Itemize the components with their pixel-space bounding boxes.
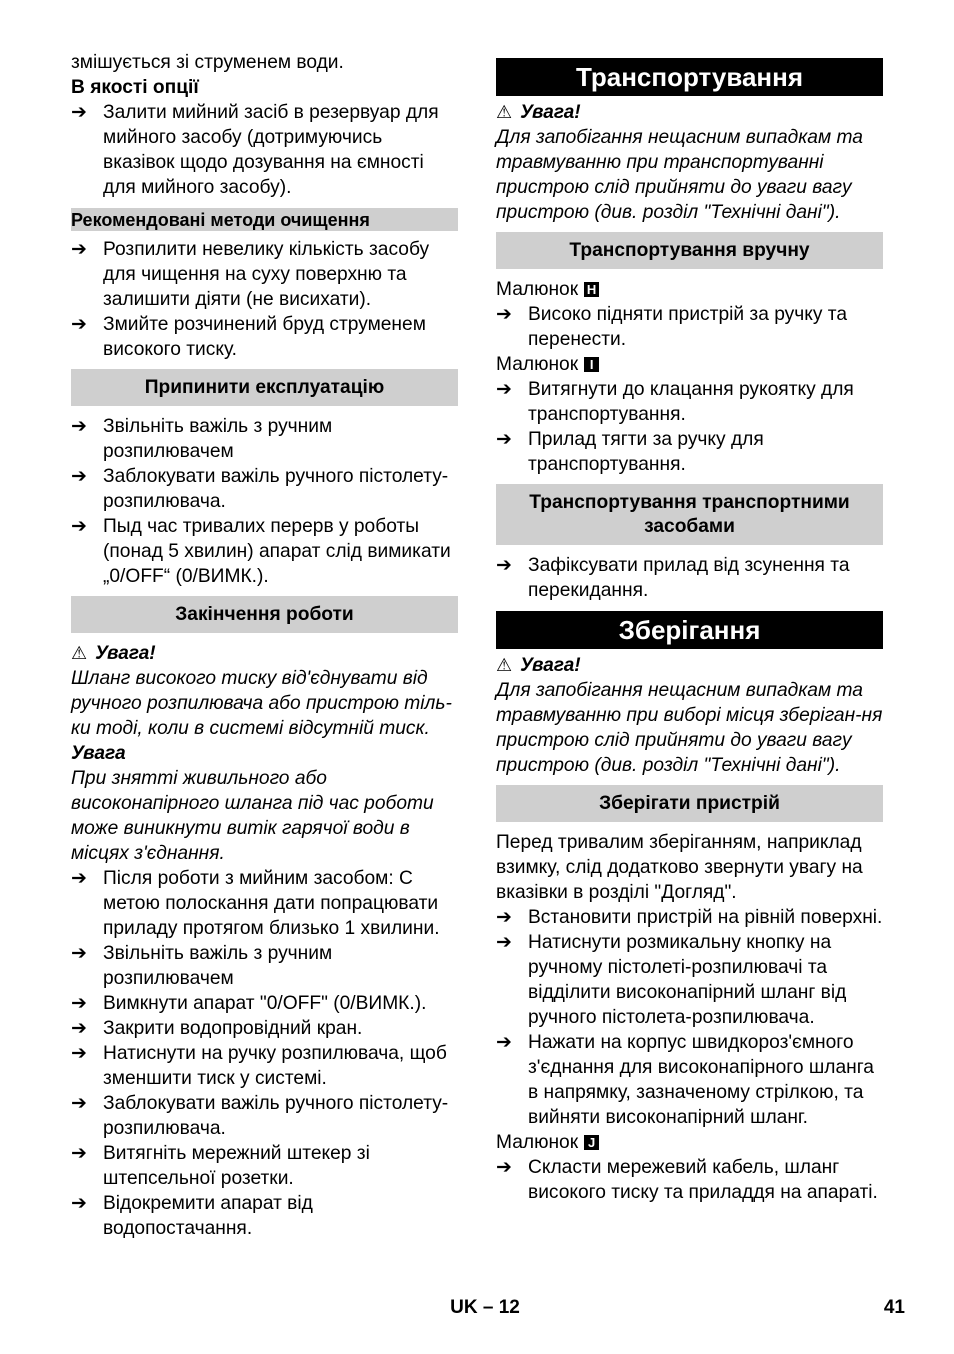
store-heading: Зберігати пристрій — [496, 785, 883, 822]
arrow-right-icon: ➔ — [496, 429, 512, 450]
instruction-step-text: Заблокувати важіль ручного пістолету-розпилювача. — [103, 466, 449, 512]
instruction-step-text: Звільніть важіль з ручним розпилювачем — [103, 416, 333, 462]
instruction-step-text: Прилад тягти за ручку для транспортування. — [528, 429, 764, 475]
left-column — [71, 50, 458, 1241]
instruction-step — [71, 941, 458, 991]
arrow-right-icon: ➔ — [496, 1157, 512, 1178]
instruction-step-text: Нажати на корпус швидкороз'ємного з'єднання для високонапірного шланга в напрямку, зазначеному стрілкою, та вийняти високонапірний шланг. — [528, 1032, 874, 1128]
instruction-step — [496, 905, 883, 930]
footer-page-number: 41 — [883, 1297, 905, 1318]
methods-steps — [71, 237, 458, 362]
transport-warning-title: Увага! — [520, 102, 581, 123]
instruction-step — [496, 377, 883, 427]
instruction-step — [71, 866, 458, 941]
arrow-right-icon: ➔ — [71, 1018, 87, 1039]
methods-heading: Рекомендовані методи очищення — [71, 208, 458, 231]
instruction-step-text: Змийте розчинений бруд струменем високого тиску. — [103, 314, 426, 360]
figure-i-ref — [496, 352, 883, 377]
vehicle-heading: Транспортування транспортними засобами — [496, 484, 883, 545]
arrow-right-icon: ➔ — [496, 907, 512, 928]
instruction-step — [496, 302, 883, 352]
instruction-step-text: Вимкнути апарат "0/OFF" (0/ВИМК.). — [103, 993, 427, 1014]
figure-label: Малюнок — [496, 1132, 579, 1153]
instruction-step — [71, 237, 458, 312]
arrow-right-icon: ➔ — [496, 555, 512, 576]
transport-warning-text: Для запобігання нещасним випадкам та травмуванню при транспортуванні пристрою слід прийняти до уваги вагу пристрою (див. розділ "Технічні дані"). — [496, 127, 863, 223]
instruction-step-text: Заблокувати важіль ручного пістолету-розпилювача. — [103, 1093, 449, 1139]
storage-warning-title: Увага! — [520, 655, 581, 676]
end-caution-text: При знятті живильного або високонапірного шланга під час роботи може виникнути витік гарячої води в місцях з'єднання. — [71, 768, 434, 864]
arrow-right-icon: ➔ — [71, 516, 87, 537]
instruction-step-text: Після роботи з мийним засобом: С метою полоскання дати попрацювати приладу протягом близько 1 хвилини. — [103, 868, 440, 939]
instruction-step-text: Встановити пристрій на рівній поверхні. — [528, 907, 883, 928]
instruction-step — [71, 1016, 458, 1041]
instruction-step-text: Натиснути розмикальну кнопку на ручному пістолеті-розпилювачі та відділити високонапірний шланг від ручного пістолета-розпилювача. — [528, 932, 847, 1028]
figure-label: Малюнок — [496, 279, 579, 300]
instruction-step — [71, 1091, 458, 1141]
arrow-right-icon: ➔ — [496, 932, 512, 953]
storage-warning-text: Для запобігання нещасним випадкам та травмуванню при виборі місця зберіган-ня пристрою слід прийняти до уваги вагу пристрою (див. розділ "Технічні дані"). — [496, 680, 883, 776]
instruction-step-text: Закрити водопровідний кран. — [103, 1018, 363, 1039]
instruction-step-text: Залити мийний засіб в резервуар для мийного засобу (дотримуючись вказівок щодо дозування на ємності для мийного засобу). — [103, 102, 439, 198]
instruction-step-text: Відокремити апарат від водопостачання. — [103, 1193, 313, 1239]
instruction-step — [496, 1030, 883, 1130]
option-steps — [71, 100, 458, 200]
arrow-right-icon: ➔ — [71, 239, 87, 260]
manual-steps-i — [496, 377, 883, 477]
end-warning-title-row — [71, 641, 458, 666]
arrow-right-icon: ➔ — [71, 943, 87, 964]
arrow-right-icon: ➔ — [71, 1043, 87, 1064]
figure-h-badge: H — [584, 282, 599, 297]
end-warning-title: Увага! — [95, 643, 156, 664]
instruction-step-text: Розпилити невелику кількість засобу для чищення на суху поверхню та залишити діяти (не висихати). — [103, 239, 430, 310]
end-caution-title: Увага — [71, 743, 126, 764]
storage-warning-title-row — [496, 653, 883, 678]
arrow-right-icon: ➔ — [71, 416, 87, 437]
instruction-step — [71, 414, 458, 464]
instruction-step-text: Зафіксувати прилад від зсунення та перекидання. — [528, 555, 850, 601]
store-steps — [496, 905, 883, 1130]
figure-i-badge: I — [584, 357, 599, 372]
warning-icon: ⚠ — [71, 643, 88, 663]
instruction-step — [71, 1041, 458, 1091]
instruction-step — [496, 1155, 883, 1205]
transport-title: Транспортування — [496, 58, 883, 96]
manual-steps-h — [496, 302, 883, 352]
stop-steps — [71, 414, 458, 589]
figure-j-ref — [496, 1130, 883, 1155]
instruction-step-text: Звільніть важіль з ручним розпилювачем — [103, 943, 333, 989]
instruction-step — [71, 1191, 458, 1241]
instruction-step — [71, 464, 458, 514]
figure-label: Малюнок — [496, 354, 579, 375]
instruction-step — [71, 991, 458, 1016]
instruction-step-text: Високо підняти пристрій за ручку та перенести. — [528, 304, 848, 350]
instruction-step — [496, 930, 883, 1030]
end-warning-text: Шланг високого тиску від'єднувати від ручного розпилювача або пристрою тіль-ки тоді, коли в системі відсутній тиск. — [71, 668, 452, 739]
instruction-step — [71, 514, 458, 589]
vehicle-steps — [496, 553, 883, 603]
instruction-step — [496, 427, 883, 477]
warning-icon: ⚠ — [496, 655, 513, 675]
warning-icon: ⚠ — [496, 102, 513, 122]
arrow-right-icon: ➔ — [496, 304, 512, 325]
instruction-step — [71, 1141, 458, 1191]
option-heading: В якості опції — [71, 77, 199, 98]
instruction-step — [71, 100, 458, 200]
instruction-step-text: Пыд час тривалих перерв у роботы (понад 5 хвилин) апарат слід вимикати „0/OFF“ (0/ВИМК.). — [103, 516, 451, 587]
instruction-step-text: Витягнути до клацання рукоятку для транспортування. — [528, 379, 854, 425]
arrow-right-icon: ➔ — [71, 102, 87, 123]
arrow-right-icon: ➔ — [496, 379, 512, 400]
instruction-step-text: Витягніть мережний штекер зі штепсельної розетки. — [103, 1143, 370, 1189]
manual-heading: Транспортування вручну — [496, 232, 883, 269]
transport-warning-title-row — [496, 100, 883, 125]
instruction-step-text: Скласти мережевий кабель, шланг високого тиску та приладдя на апараті. — [528, 1157, 878, 1203]
instruction-step — [496, 553, 883, 603]
intro-text: змішується зі струменем води. — [71, 52, 344, 73]
footer-section-page: UK – 12 — [450, 1297, 520, 1318]
arrow-right-icon: ➔ — [71, 314, 87, 335]
store-intro: Перед тривалим зберіганням, наприклад взимку, слід додатково звернути увагу на вказівки в розділі "Догляд". — [496, 832, 863, 903]
instruction-step-text: Натиснути на ручку розпилювача, щоб зменшити тиск у системі. — [103, 1043, 447, 1089]
stop-heading: Припинити експлуатацію — [71, 369, 458, 406]
storage-title: Зберігання — [496, 611, 883, 649]
store-steps-j — [496, 1155, 883, 1205]
right-column — [496, 50, 883, 1205]
end-heading: Закінчення роботи — [71, 596, 458, 633]
instruction-step — [71, 312, 458, 362]
arrow-right-icon: ➔ — [71, 1193, 87, 1214]
figure-h-ref — [496, 277, 883, 302]
figure-j-badge: J — [584, 1135, 599, 1150]
arrow-right-icon: ➔ — [496, 1032, 512, 1053]
end-steps — [71, 866, 458, 1241]
arrow-right-icon: ➔ — [71, 993, 87, 1014]
arrow-right-icon: ➔ — [71, 1143, 87, 1164]
arrow-right-icon: ➔ — [71, 1093, 87, 1114]
arrow-right-icon: ➔ — [71, 466, 87, 487]
arrow-right-icon: ➔ — [71, 868, 87, 889]
